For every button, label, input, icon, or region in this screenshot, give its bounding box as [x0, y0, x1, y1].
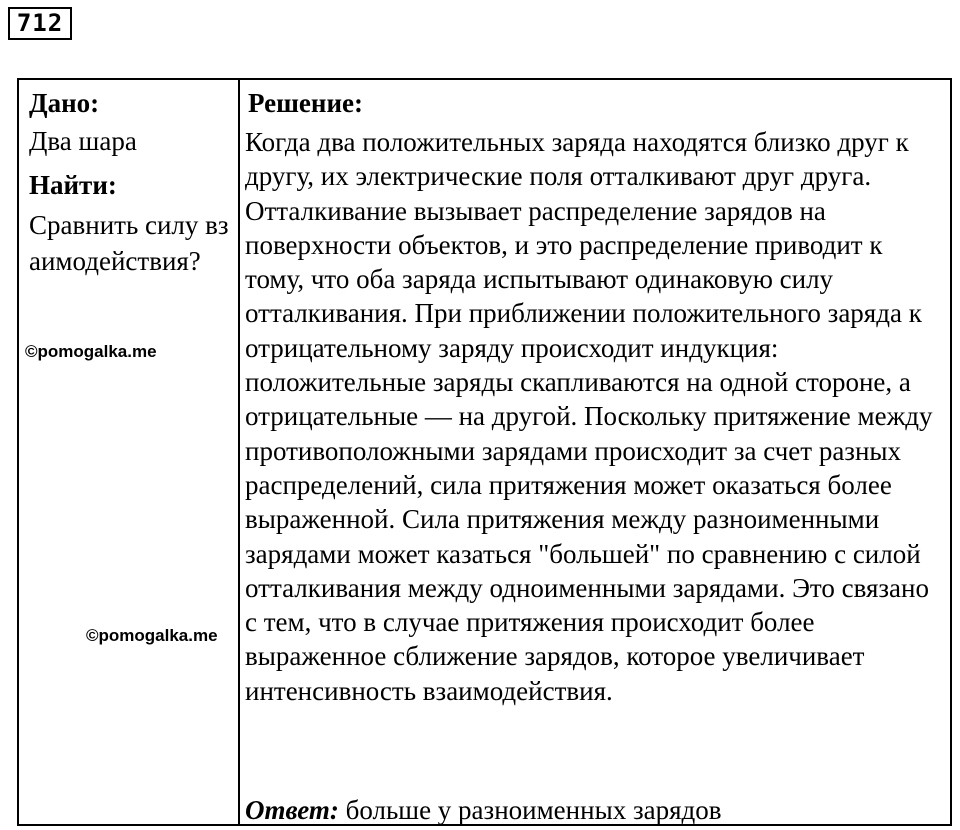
find-heading: Найти: [29, 170, 117, 200]
answer-value: больше у разноименных зарядов [345, 795, 722, 825]
given-heading: Дано: [29, 88, 100, 118]
task-table [17, 78, 952, 826]
watermark: ©pomogalka.me [25, 342, 157, 361]
given-value: Два шара [29, 126, 137, 156]
answer-label: Ответ: [245, 795, 339, 825]
given-column [19, 80, 238, 824]
solution-column [240, 80, 952, 824]
answer-line [245, 795, 722, 825]
watermark: ©pomogalka.me [86, 626, 218, 645]
find-value: Сравнить силу взаимодействия? [29, 210, 229, 276]
solution-heading: Решение: [248, 88, 363, 118]
solution-text: Когда два положительных заряда находятся близко друг к другу, их электрические поля отталкивают друг друга. Отталкивание вызывает распределение зарядов на поверхности объектов, и это распределение приводит к тому, что оба заряда испытывают одинаковую силу отталкивания. При приближении положительного заряда к отрицательному заряду происходит индукция: положительные заряды скапливаются на одной стороне, а отрицательные — на другой. Поскольку притяжение между противоположными зарядами происходит за счет разных распределений, сила притяжения может оказаться более выраженной. Сила притяжения между разноименными зарядами может казаться "большей" по сравнению с силой отталкивания между одноименными зарядами. Это связано с тем, что в случае притяжения происходит более выраженное сближение зарядов, которое увеличивает интенсивность взаимодействия. [245, 127, 933, 706]
task-number: 712 [8, 7, 72, 40]
